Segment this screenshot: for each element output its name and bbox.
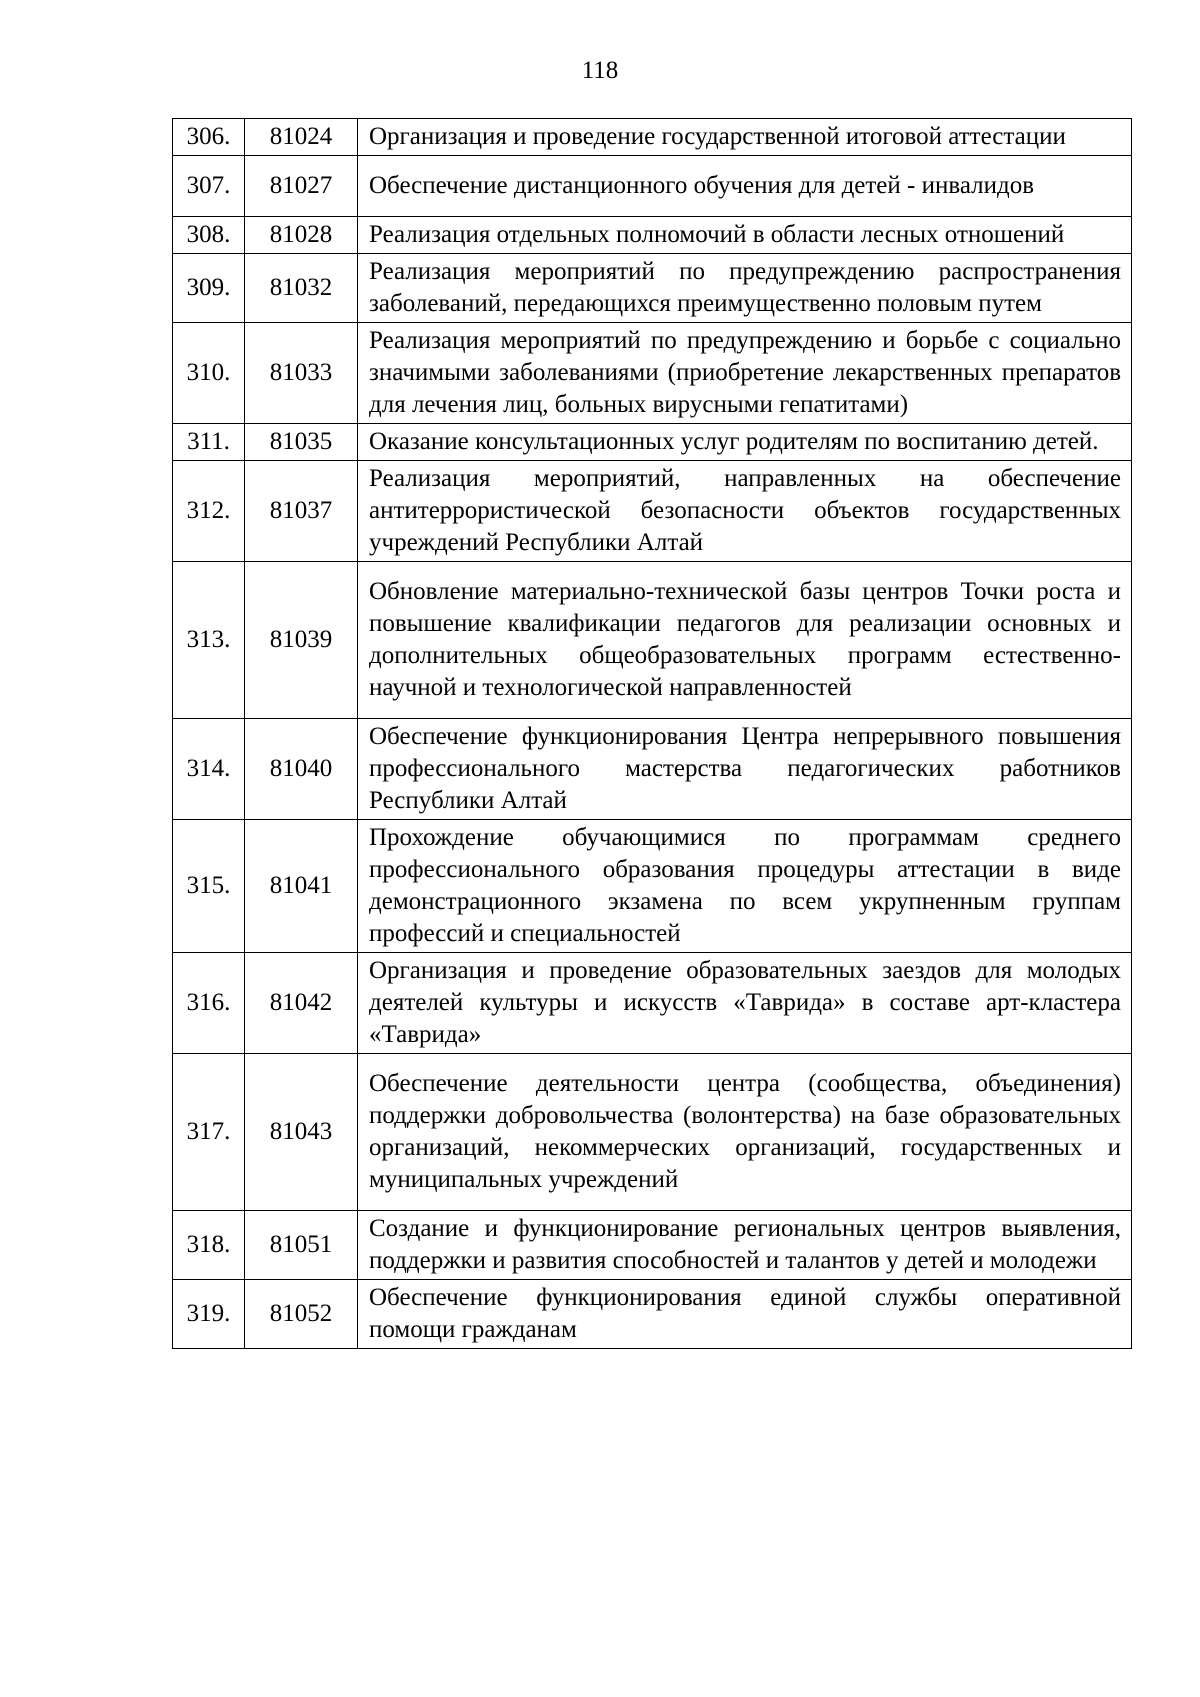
row-code: 81027 (245, 156, 358, 217)
row-code: 81052 (245, 1280, 358, 1349)
row-description: Реализация отдельных полномочий в области лесных отношений (358, 217, 1132, 254)
row-description: Организация и проведение государственной итоговой аттестации (358, 119, 1132, 156)
row-code: 81040 (245, 719, 358, 820)
table-row (173, 461, 1132, 562)
table-row (173, 953, 1132, 1054)
row-description: Оказание консультационных услуг родителям по воспитанию детей. (358, 424, 1132, 461)
row-description: Организация и проведение образовательных заездов для молодых деятелей культуры и искусств «Таврида» в составе арт-кластера «Таврида» (358, 953, 1132, 1054)
table-row (173, 119, 1132, 156)
row-description: Обеспечение функционирования единой службы оперативной помощи гражданам (358, 1280, 1132, 1349)
row-description: Реализация мероприятий, направленных на обеспечение антитеррористической безопасности объектов государственных учреждений Республики Алтай (358, 461, 1132, 562)
page-number: 118 (581, 57, 619, 84)
row-number: 318. (173, 1211, 245, 1280)
row-number: 312. (173, 461, 245, 562)
table-row (173, 719, 1132, 820)
table-row (173, 562, 1132, 719)
row-number: 306. (173, 119, 245, 156)
row-number: 315. (173, 820, 245, 953)
row-description: Обновление материально-технической базы центров Точки роста и повышение квалификации педагогов для реализации основных и дополнительных общеобразовательных программ естественно-научной и технологической направленностей (358, 562, 1132, 719)
row-code: 81042 (245, 953, 358, 1054)
row-number: 313. (173, 562, 245, 719)
row-description: Реализация мероприятий по предупреждению распространения заболеваний, передающихся преимущественно половым путем (358, 254, 1132, 323)
row-description: Обеспечение деятельности центра (сообщества, объединения) поддержки добровольчества (волонтерства) на базе образовательных организаций, некоммерческих организаций, государственных и муниципальных учреждений (358, 1054, 1132, 1211)
row-code: 81037 (245, 461, 358, 562)
row-number: 308. (173, 217, 245, 254)
row-code: 81043 (245, 1054, 358, 1211)
row-number: 314. (173, 719, 245, 820)
registry-table (172, 118, 1132, 1349)
row-code: 81039 (245, 562, 358, 719)
row-description: Создание и функционирование региональных центров выявления, поддержки и развития способностей и талантов у детей и молодежи (358, 1211, 1132, 1280)
table-row (173, 820, 1132, 953)
table-row (173, 254, 1132, 323)
row-description: Обеспечение дистанционного обучения для детей - инвалидов (358, 156, 1132, 217)
row-description: Прохождение обучающимися по программам среднего профессионального образования процедуры аттестации в виде демонстрационного экзамена по всем укрупненным группам профессий и специальностей (358, 820, 1132, 953)
table-row (173, 1211, 1132, 1280)
row-code: 81035 (245, 424, 358, 461)
row-code: 81033 (245, 323, 358, 424)
row-number: 319. (173, 1280, 245, 1349)
row-description: Обеспечение функционирования Центра непрерывного повышения профессионального мастерства педагогических работников Республики Алтай (358, 719, 1132, 820)
row-number: 317. (173, 1054, 245, 1211)
registry-table-body (173, 119, 1132, 1349)
row-code: 81051 (245, 1211, 358, 1280)
table-row (173, 217, 1132, 254)
row-number: 316. (173, 953, 245, 1054)
table-row (173, 1054, 1132, 1211)
row-number: 310. (173, 323, 245, 424)
table-row (173, 424, 1132, 461)
row-code: 81024 (245, 119, 358, 156)
row-number: 309. (173, 254, 245, 323)
table-row (173, 323, 1132, 424)
row-number: 307. (173, 156, 245, 217)
row-code: 81041 (245, 820, 358, 953)
row-code: 81028 (245, 217, 358, 254)
table-row (173, 1280, 1132, 1349)
row-number: 311. (173, 424, 245, 461)
row-description: Реализация мероприятий по предупреждению и борьбе с социально значимыми заболеваниями (приобретение лекарственных препаратов для лечения лиц, больных вирусными гепатитами) (358, 323, 1132, 424)
table-row (173, 156, 1132, 217)
row-code: 81032 (245, 254, 358, 323)
